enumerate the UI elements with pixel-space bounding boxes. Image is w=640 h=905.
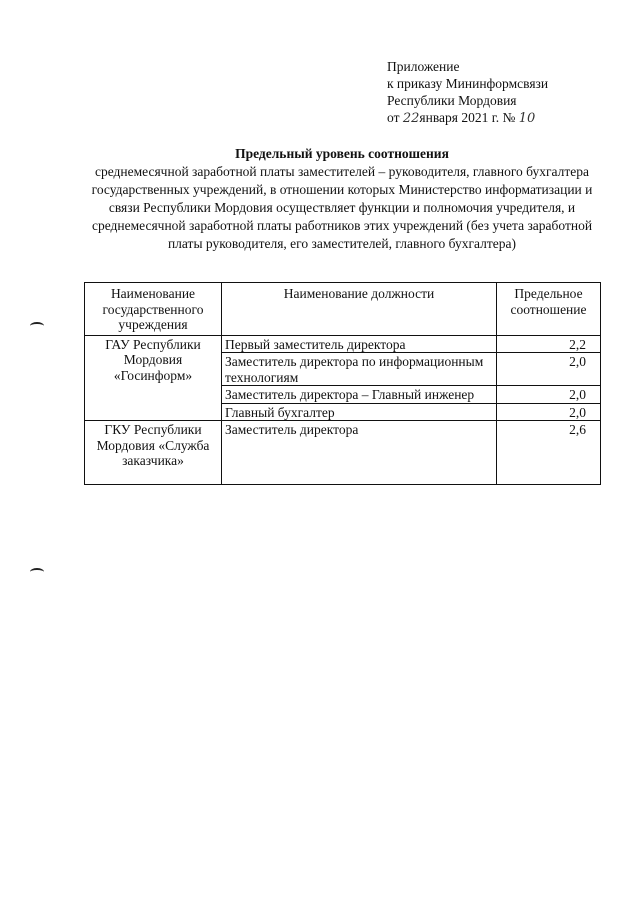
ratio-cell: 2,0 — [497, 403, 601, 421]
org-cell: ГАУ Республики Мордовия «Госинформ» — [85, 335, 222, 421]
position-cell: Заместитель директора – Главный инженер — [222, 386, 497, 404]
date-prefix: от — [387, 110, 400, 125]
ratio-cell: 2,0 — [497, 386, 601, 404]
table-row — [85, 421, 601, 485]
table-header-row — [85, 283, 601, 336]
position-cell: Заместитель директора по информационным технологиям — [222, 353, 497, 386]
appendix-date-line — [387, 109, 548, 127]
header-position: Наименование должности — [222, 283, 497, 336]
position-cell: Первый заместитель директора — [222, 335, 497, 353]
appendix-header — [387, 58, 548, 127]
position-cell: Заместитель директора — [222, 421, 497, 485]
title-subtitle: среднемесячной заработной платы заместителей – руководителя, главного бухгалтера государственных учреждений, в отношении которых Министерство информатизации и связи Республики Мордовия осуществляет функции и полномочия учредителя, и среднемесячной заработной платы работников этих учреждений (без учета заработной платы руководителя, его заместителей, главного бухгалтера) — [91, 164, 593, 251]
ratio-cell: 2,6 — [497, 421, 601, 485]
binding-hole-mark-upper — [30, 322, 44, 330]
appendix-label: Приложение — [387, 59, 460, 74]
date-rest: января 2021 г. № — [419, 110, 516, 125]
salary-ratio-table — [84, 282, 601, 485]
binding-hole-mark-lower — [30, 568, 44, 576]
appendix-republic: Республики Мордовия — [387, 93, 517, 108]
position-cell: Главный бухгалтер — [222, 403, 497, 421]
org-cell: ГКУ Республики Мордовия «Служба заказчика» — [85, 421, 222, 485]
title-heading: Предельный уровень соотношения — [235, 146, 449, 161]
header-org: Наименование государственного учреждения — [85, 283, 222, 336]
table-row — [85, 335, 601, 353]
document-title — [82, 145, 602, 253]
date-handwritten-day: 22 — [402, 111, 420, 126]
order-number-handwritten: 10 — [518, 111, 536, 126]
ratio-cell: 2,2 — [497, 335, 601, 353]
header-ratio: Предельное соотношение — [497, 283, 601, 336]
ratio-cell: 2,0 — [497, 353, 601, 386]
appendix-order-ref: к приказу Мининформсвязи — [387, 76, 549, 91]
